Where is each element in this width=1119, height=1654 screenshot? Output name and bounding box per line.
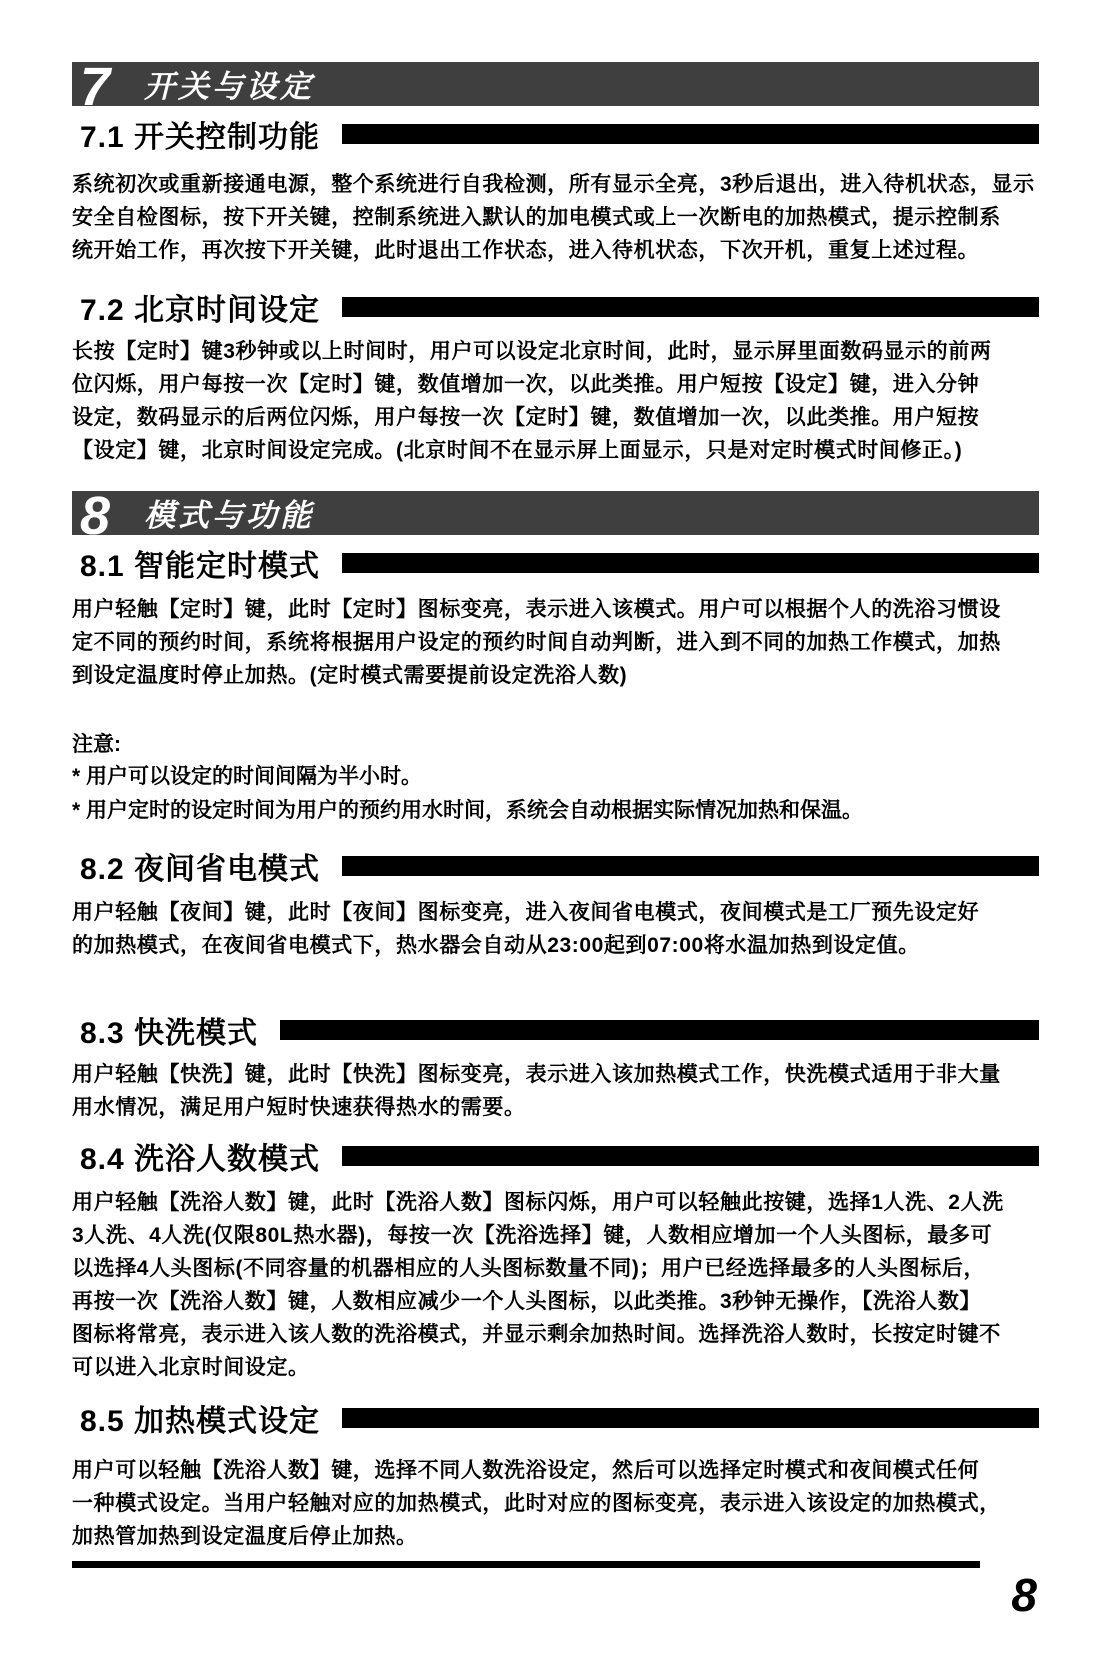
paragraph-line: 用户轻触【快洗】键，此时【快洗】图标变亮，表示进入该加热模式工作，快洗模式适用于非大量 bbox=[72, 1063, 1001, 1086]
paragraph-line: 3人洗、4人洗(仅限80L热水器)，每按一次【洗浴选择】键，人数相应增加一个人头图标，最多可 bbox=[72, 1224, 993, 1247]
subsection-8-2-heading-row bbox=[72, 848, 1039, 884]
paragraph-line: 用户轻触【夜间】键，此时【夜间】图标变亮，进入夜间省电模式，夜间模式是工厂预先设定好 bbox=[72, 901, 980, 924]
subsection-8-5-heading-row bbox=[72, 1400, 1039, 1436]
subsection-7-2-heading-row bbox=[72, 289, 1039, 325]
heading-rule bbox=[342, 1408, 1039, 1428]
paragraph-line: 系统初次或重新接通电源，整个系统进行自我检测，所有显示全亮，3秒后退出，进入待机状态，显示 bbox=[72, 173, 1035, 196]
paragraph-line: 到设定温度时停止加热。(定时模式需要提前设定洗浴人数) bbox=[72, 664, 628, 687]
paragraph-8-2 bbox=[72, 896, 1039, 962]
section-8-number: 8 bbox=[80, 486, 111, 546]
paragraph-line: 用水情况，满足用户短时快速获得热水的需要。 bbox=[72, 1096, 526, 1119]
heading-rule bbox=[342, 553, 1039, 573]
paragraph-line: 统开始工作，再次按下开关键，此时退出工作状态，进入待机状态，下次开机，重复上述过程。 bbox=[72, 239, 980, 262]
section-8-header bbox=[72, 486, 1039, 546]
subsection-7-2-heading: 7.2 北京时间设定 bbox=[80, 294, 321, 327]
subsection-7-1-heading: 7.1 开关控制功能 bbox=[80, 121, 321, 154]
paragraph-8-3 bbox=[72, 1058, 1039, 1124]
paragraph-line: 用户轻触【洗浴人数】键，此时【洗浴人数】图标闪烁，用户可以轻触此按键，选择1人洗、2人洗 bbox=[72, 1191, 1004, 1214]
section-7-header bbox=[72, 57, 1039, 117]
section-7-number: 7 bbox=[80, 57, 111, 117]
page-content bbox=[72, 0, 1039, 1620]
paragraph-7-1 bbox=[72, 168, 1039, 267]
paragraph-line: 再按一次【洗浴人数】键，人数相应减少一个人头图标，以此类推。3秒钟无操作，【洗浴人数】 bbox=[72, 1290, 981, 1313]
paragraph-8-5 bbox=[72, 1454, 1039, 1553]
paragraph-line: 图标将常亮，表示进入该人数的洗浴模式，并显示剩余加热时间。选择洗浴人数时，长按定时键不 bbox=[72, 1323, 1001, 1346]
paragraph-line: 用户可以轻触【洗浴人数】键，选择不同人数洗浴设定，然后可以选择定时模式和夜间模式任何 bbox=[72, 1459, 980, 1482]
paragraph-line: 的加热模式，在夜间省电模式下，热水器会自动从23:00起到07:00将水温加热到设定值。 bbox=[72, 934, 920, 957]
subsection-8-1-heading-row bbox=[72, 545, 1039, 581]
paragraph-line: 安全自检图标，按下开关键，控制系统进入默认的加电模式或上一次断电的加热模式，提示控制系 bbox=[72, 206, 1001, 229]
section-8-title: 模式与功能 bbox=[144, 497, 315, 533]
heading-rule bbox=[342, 124, 1039, 144]
note-item: * 用户定时的设定时间为用户的预约用水时间，系统会自动根据实际情况加热和保温。 bbox=[72, 799, 864, 822]
heading-rule bbox=[342, 1146, 1039, 1166]
paragraph-line: 用户轻触【定时】键，此时【定时】图标变亮，表示进入该模式。用户可以根据个人的洗浴习惯设 bbox=[72, 598, 1001, 621]
footer-rule bbox=[72, 1561, 980, 1568]
heading-rule bbox=[342, 856, 1039, 876]
paragraph-line: 定不同的预约时间，系统将根据用户设定的预约时间自动判断，进入到不同的加热工作模式，加热 bbox=[72, 631, 1001, 654]
subsection-8-1-heading: 8.1 智能定时模式 bbox=[80, 550, 321, 583]
subsection-8-4-heading: 8.4 洗浴人数模式 bbox=[80, 1143, 321, 1176]
paragraph-8-1 bbox=[72, 593, 1039, 692]
paragraph-8-4 bbox=[72, 1186, 1039, 1384]
page-number: 8 bbox=[1011, 1569, 1037, 1621]
subsection-8-3-heading: 8.3 快洗模式 bbox=[80, 1017, 259, 1050]
subsection-8-4-heading-row bbox=[72, 1138, 1039, 1174]
subsection-8-2-heading: 8.2 夜间省电模式 bbox=[80, 853, 321, 886]
subsection-7-1-heading-row bbox=[72, 116, 1039, 152]
paragraph-line: 加热管加热到设定温度后停止加热。 bbox=[72, 1525, 418, 1548]
paragraph-line: 设定，数码显示的后两位闪烁，用户每按一次【定时】键，数值增加一次，以此类推。用户短按 bbox=[72, 406, 980, 429]
paragraph-7-2 bbox=[72, 335, 1039, 467]
note-item: * 用户可以设定的时间间隔为半小时。 bbox=[72, 765, 423, 788]
heading-rule bbox=[342, 297, 1039, 317]
note-block bbox=[72, 730, 1039, 828]
paragraph-line: 可以进入北京时间设定。 bbox=[72, 1356, 310, 1379]
paragraph-line: 位闪烁，用户每按一次【定时】键，数值增加一次，以此类推。用户短按【设定】键，进入分钟 bbox=[72, 373, 980, 396]
note-label: 注意: bbox=[72, 733, 121, 756]
subsection-8-3-heading-row bbox=[72, 1012, 1039, 1048]
paragraph-line: 以选择4人头图标(不同容量的机器相应的人头图标数量不同)；用户已经选择最多的人头图标后， bbox=[72, 1257, 986, 1280]
subsection-8-5-heading: 8.5 加热模式设定 bbox=[80, 1405, 321, 1438]
section-7-title: 开关与设定 bbox=[144, 68, 315, 104]
paragraph-line: 一种模式设定。当用户轻触对应的加热模式，此时对应的图标变亮，表示进入该设定的加热模式， bbox=[72, 1492, 1001, 1515]
heading-rule bbox=[280, 1020, 1039, 1040]
paragraph-line: 长按【定时】键3秒钟或以上时间时，用户可以设定北京时间，此时，显示屏里面数码显示的前两 bbox=[72, 340, 992, 363]
paragraph-line: 【设定】键，北京时间设定完成。(北京时间不在显示屏上面显示，只是对定时模式时间修正。) bbox=[72, 439, 963, 462]
